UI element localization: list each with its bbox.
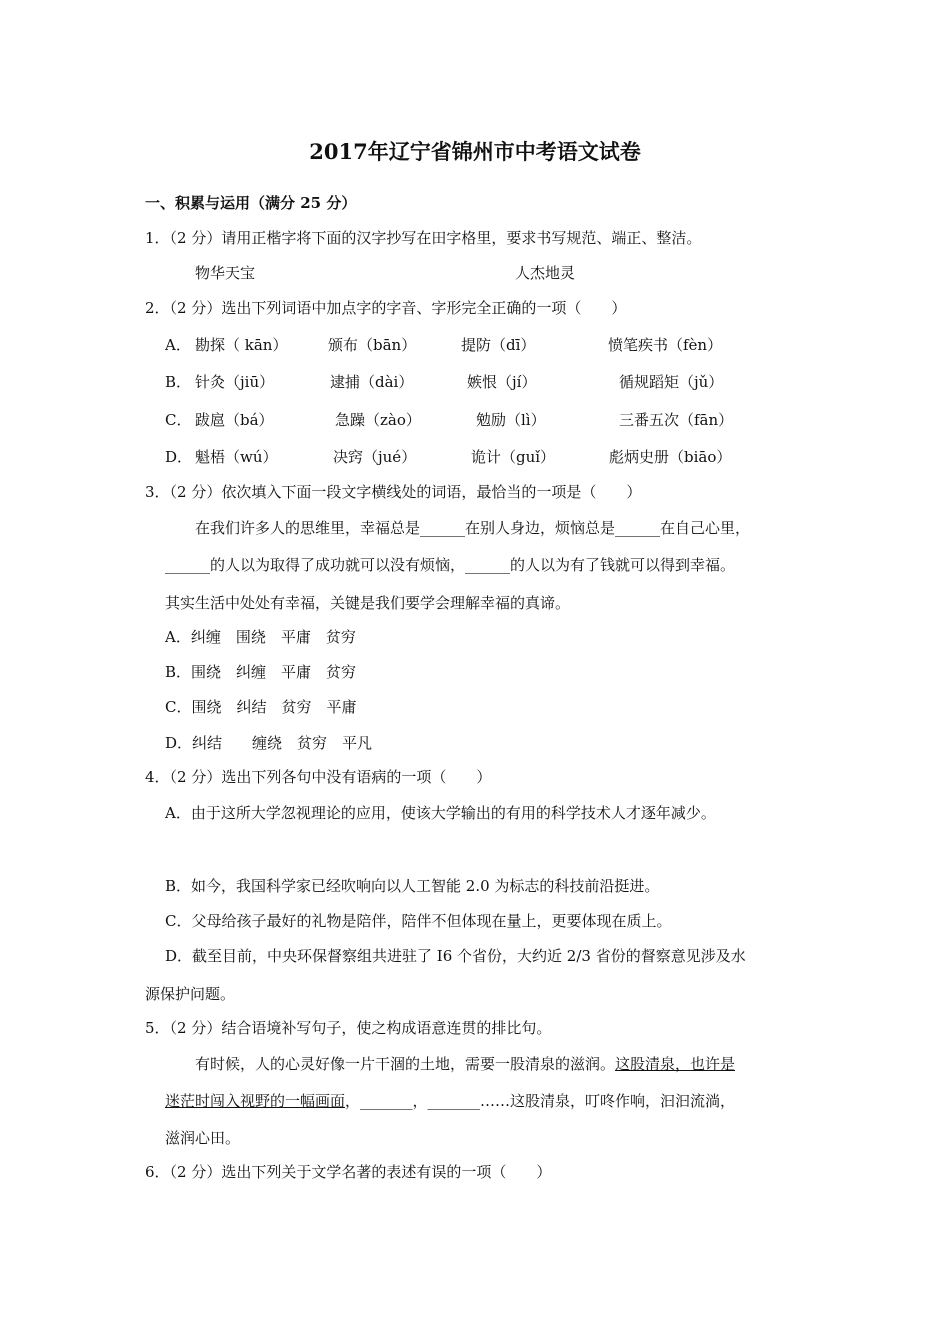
question-2-stem: 2．（2 分）选出下列词语中加点字的字音、字形完全正确的一项（ ） xyxy=(145,299,627,317)
option-item: 三番五次（fān） xyxy=(619,411,734,429)
question-4-stem: 4．（2 分）选出下列各句中没有语病的一项（ ） xyxy=(145,768,492,786)
option-item: 决窍（jué） xyxy=(333,448,417,466)
question-4-option-d-line-2: 源保护问题。 xyxy=(145,985,236,1003)
section-heading: 一、积累与运用（满分 25 分） xyxy=(145,194,357,212)
question-4-option-d-line-1: D．截至目前，中央环保督察组共进驻了 I6 个省份，大约近 2/3 省份的督察意见涉及水 xyxy=(165,947,746,965)
option-item: 提防（dī） xyxy=(461,336,536,354)
option-label: B． xyxy=(165,373,192,391)
option-item: 逮捕（dài） xyxy=(330,373,414,391)
option-item: 针灸（jiū） xyxy=(195,373,275,391)
option-item: 勉励（lì） xyxy=(476,411,546,429)
option-label: D． xyxy=(165,448,193,466)
question-3-option-c: C．围绕 纠结 贫穷 平庸 xyxy=(165,698,357,716)
option-item: 诡计（guǐ） xyxy=(471,448,556,466)
question-1-word-2: 人杰地灵 xyxy=(515,264,576,282)
question-3-option-a: A．纠缠 围绕 平庸 贫穷 xyxy=(165,628,356,646)
question-3-option-d: D．纠结 缠绕 贫穷 平凡 xyxy=(165,734,373,752)
underlined-example: 这股清泉，也许是 xyxy=(615,1055,736,1073)
option-item: 循规蹈矩（jǔ） xyxy=(619,373,724,391)
fill-in-blanks: ，_______，_______……这股清泉，叮咚作响，汩汩流淌， xyxy=(345,1092,736,1110)
question-1-stem: 1．（2 分）请用正楷字将下面的汉字抄写在田字格里，要求书写规范、端正、整洁。 xyxy=(145,229,702,247)
option-item: 颁布（bān） xyxy=(328,336,417,354)
option-item: 勘探（ kān） xyxy=(195,336,288,354)
underlined-example: 迷茫时闯入视野的一幅画面 xyxy=(165,1092,346,1110)
passage-text: 有时候，人的心灵好像一片干涸的土地，需要一股清泉的滋润。 xyxy=(195,1055,616,1073)
question-4-option-c: C．父母给孩子最好的礼物是陪伴，陪伴不但体现在量上，更要体现在质上。 xyxy=(165,912,672,930)
question-3-passage-line-3: 其实生活中处处有幸福，关键是我们要学会理解幸福的真谛。 xyxy=(165,594,571,612)
question-1-word-1: 物华天宝 xyxy=(195,264,256,282)
question-3-passage-line-2: ______的人以为取得了成功就可以没有烦恼，______的人以为有了钱就可以得到幸福。 xyxy=(165,556,736,574)
question-3-passage-line-1: 在我们许多人的思维里，幸福总是______在别人身边，烦恼总是______在自己心里， xyxy=(195,519,751,537)
option-item: 跋扈（bá） xyxy=(195,411,274,429)
question-5-passage-line-2 xyxy=(165,1091,735,1111)
question-5-passage-line-3: 滋润心田。 xyxy=(165,1129,241,1147)
question-3-stem: 3．（2 分）依次填入下面一段文字横线处的词语，最恰当的一项是（ ） xyxy=(145,483,642,501)
option-label: C． xyxy=(165,411,192,429)
question-3-option-b: B．围绕 纠缠 平庸 贫穷 xyxy=(165,663,357,681)
option-item: 愤笔疾书（fèn） xyxy=(608,336,723,354)
question-5-passage-line-1 xyxy=(195,1054,735,1074)
option-item: 嫉恨（jí） xyxy=(467,373,537,391)
question-4-option-a: A．由于这所大学忽视理论的应用，使该大学输出的有用的科学技术人才逐年减少。 xyxy=(165,804,716,822)
question-5-stem: 5．（2 分）结合语境补写句子，使之构成语意连贯的排比句。 xyxy=(145,1019,552,1037)
option-item: 急躁（zào） xyxy=(335,411,421,429)
question-4-option-b: B．如今，我国科学家已经吹响向以人工智能 2.0 为标志的科技前沿挺进。 xyxy=(165,877,660,895)
option-label: A． xyxy=(165,336,191,354)
page-title: 2017年辽宁省锦州市中考语文试卷 xyxy=(309,139,641,164)
option-item: 魁梧（wú） xyxy=(195,448,278,466)
question-6-stem: 6．（2 分）选出下列关于文学名著的表述有误的一项（ ） xyxy=(145,1163,552,1181)
option-item: 彪炳史册（biāo） xyxy=(609,448,732,466)
